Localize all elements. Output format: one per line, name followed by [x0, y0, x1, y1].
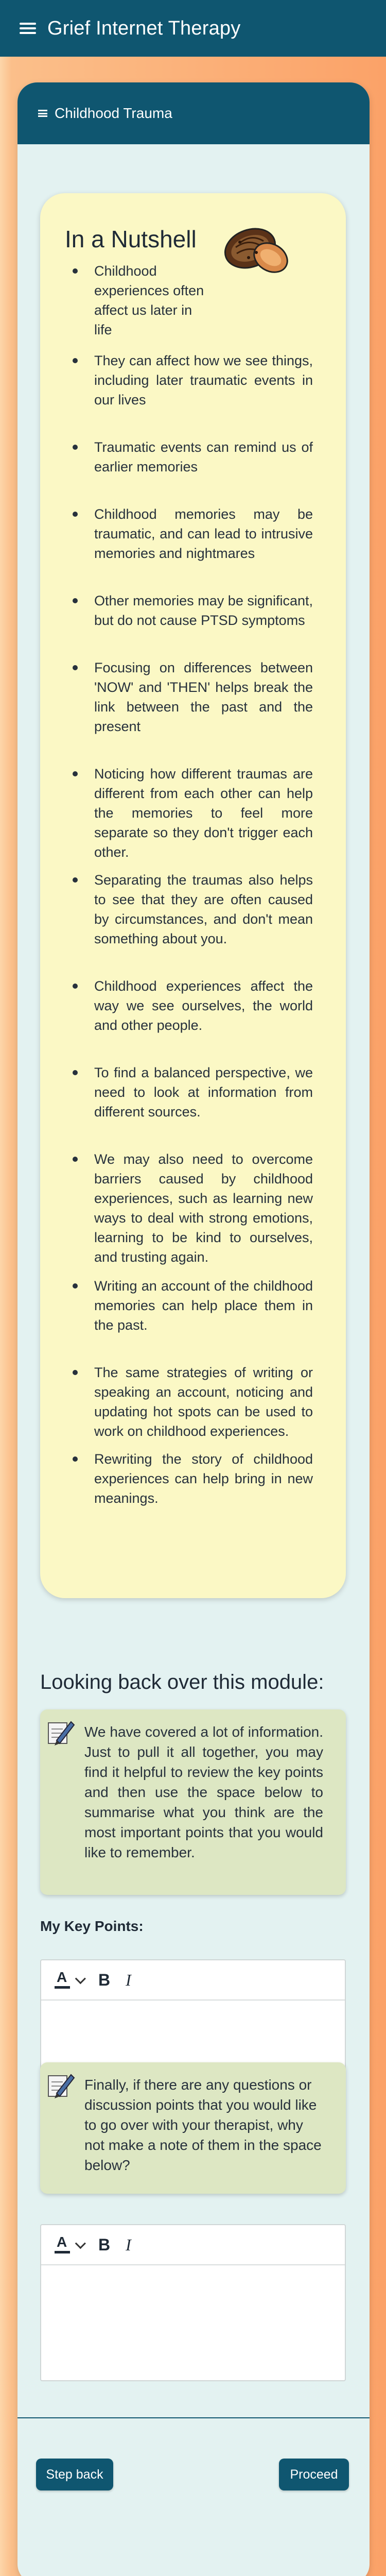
- list-item: Childhood experiences often affect us later in life: [94, 261, 213, 340]
- bold-button[interactable]: B: [98, 2235, 111, 2254]
- bold-button[interactable]: B: [98, 1970, 111, 1989]
- editor-toolbar: [41, 2225, 345, 2265]
- pen-icon: [46, 2071, 75, 2099]
- font-color-icon: A: [55, 1971, 70, 1989]
- questions-note: [40, 2062, 346, 2194]
- section-header: [17, 82, 370, 144]
- list-item: Childhood experiences affect the way we see ourselves, the world and other people.: [94, 976, 313, 1035]
- hamburger-menu-icon[interactable]: [20, 23, 36, 34]
- list-item: Rewriting the story of childhood experiences can help bring in new meanings.: [94, 1449, 313, 1508]
- questions-editor[interactable]: [40, 2224, 346, 2381]
- questions-note-text: Finally, if there are any questions or discussion points that you would like to go over with your therapist, why not make a note of them in the space below?: [84, 2077, 322, 2173]
- list-item: Other memories may be significant, but do not cause PTSD symptoms: [94, 591, 313, 630]
- list-item: Focusing on differences between 'NOW' and 'THEN' helps break the link between the past and the present: [94, 658, 313, 736]
- key-points-label: My Key Points:: [40, 1918, 144, 1934]
- review-note-text: We have covered a lot of information. Just to pull it all together, you may find it helpful to review the key points and then use the space below to summarise what you think are the most important points that you would like to remember.: [84, 1724, 323, 1860]
- italic-button[interactable]: I: [126, 2235, 131, 2254]
- list-item: To find a balanced perspective, we need to look at information from different sources.: [94, 1063, 313, 1122]
- list-item: Childhood memories may be traumatic, and can lead to intrusive memories and nightmares: [94, 504, 313, 563]
- list-item: The same strategies of writing or speaking an account, noticing and updating hot spots can be used to work on childhood experiences.: [94, 1363, 313, 1441]
- list-item: We may also need to overcome barriers caused by childhood experiences, such as learning new ways to deal with strong emotions, learning to be kind to ourselves, and trusting again.: [94, 1149, 313, 1267]
- nutshell-title: In a Nutshell: [65, 226, 197, 252]
- chevron-down-icon: [75, 1973, 86, 1984]
- content-card: [17, 82, 370, 2576]
- font-color-button[interactable]: [55, 1971, 83, 1989]
- font-color-button[interactable]: [55, 2236, 83, 2253]
- editor-toolbar: [41, 1960, 345, 2001]
- nut-icon: [220, 216, 292, 278]
- app-title: Grief Internet Therapy: [47, 17, 241, 39]
- divider: [17, 2417, 370, 2418]
- nutshell-box: [40, 193, 346, 1598]
- font-color-icon: A: [55, 2236, 70, 2253]
- list-item: Writing an account of the childhood memories can help place them in the past.: [94, 1276, 313, 1335]
- italic-button[interactable]: I: [126, 1970, 131, 1989]
- list-item: Separating the traumas also helps to see that they are often caused by circumstances, and don't mean something about you.: [94, 870, 313, 948]
- chevron-down-icon: [75, 2238, 86, 2249]
- list-item: Noticing how different traumas are different from each other can help the memories to feel more separate so they don't trigger each other.: [94, 764, 313, 862]
- looking-back-title: Looking back over this module:: [40, 1671, 324, 1693]
- section-menu-icon[interactable]: [38, 110, 47, 117]
- section-title: Childhood Trauma: [55, 105, 172, 121]
- list-item: Traumatic events can remind us of earlier memories: [94, 437, 313, 477]
- list-item: They can affect how we see things, including later traumatic events in our lives: [94, 351, 313, 410]
- step-back-button[interactable]: Step back: [36, 2459, 113, 2490]
- proceed-button[interactable]: Proceed: [279, 2459, 349, 2490]
- app-header: [0, 0, 386, 57]
- pen-icon: [46, 1718, 75, 1747]
- review-note: [40, 1709, 346, 1895]
